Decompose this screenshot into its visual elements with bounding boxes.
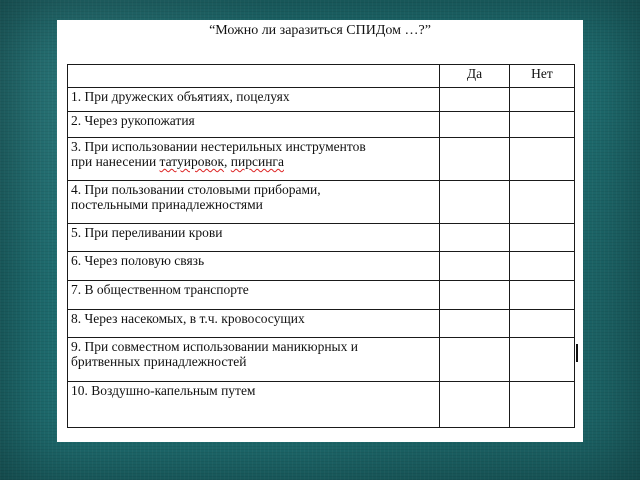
answer-no-cell[interactable] [510, 112, 575, 138]
table-row [68, 224, 575, 252]
question-line: 7. В общественном транспорте [71, 282, 249, 297]
table-header-row [68, 65, 575, 88]
answer-yes-cell[interactable] [440, 88, 510, 112]
answer-yes-cell[interactable] [440, 310, 510, 338]
question-cell [68, 138, 440, 181]
answer-no-cell[interactable] [510, 382, 575, 428]
table-row [68, 281, 575, 310]
question-line: 8. Через насекомых, в т.ч. кровососущих [71, 311, 305, 326]
table-row [68, 338, 575, 382]
question-cell [68, 224, 440, 252]
table-row [68, 252, 575, 281]
answer-yes-cell[interactable] [440, 338, 510, 382]
question-line: 2. Через рукопожатия [71, 113, 195, 128]
answer-yes-cell[interactable] [440, 138, 510, 181]
question-cell [68, 252, 440, 281]
question-line: 1. При дружеских объятиях, поцелуях [71, 89, 290, 104]
answer-no-cell[interactable] [510, 281, 575, 310]
question-cell [68, 88, 440, 112]
answer-no-cell[interactable] [510, 338, 575, 382]
answer-yes-cell[interactable] [440, 224, 510, 252]
page-title: “Можно ли заразиться СПИДом …?” [209, 23, 431, 38]
question-line: 5. При переливании крови [71, 225, 223, 240]
answer-no-cell[interactable] [510, 310, 575, 338]
answer-yes-cell[interactable] [440, 112, 510, 138]
question-cell [68, 382, 440, 428]
answer-yes-cell[interactable] [440, 382, 510, 428]
spell-marked-word: пирсинга [230, 154, 284, 169]
question-cell [68, 181, 440, 224]
question-line: 4. При пользовании столовыми приборами, [71, 182, 321, 197]
question-line: 3. При использовании нестерильных инструментов [71, 139, 366, 154]
answer-no-cell[interactable] [510, 224, 575, 252]
question-line-2: бритвенных принадлежностей [71, 354, 247, 369]
table-row [68, 181, 575, 224]
spell-marked-word: татуировок [159, 154, 225, 169]
table-row [68, 310, 575, 338]
question-line-2: при нанесении татуировок, пирсинга [71, 154, 284, 169]
answer-yes-cell[interactable] [440, 252, 510, 281]
table-row [68, 112, 575, 138]
text-cursor-mark [576, 344, 578, 362]
document-page [57, 20, 583, 442]
header-yes: Да [440, 65, 510, 88]
answer-yes-cell[interactable] [440, 181, 510, 224]
question-line: 6. Через половую связь [71, 253, 205, 268]
question-line: 9. При совместном использовании маникюрных и [71, 339, 358, 354]
answer-yes-cell[interactable] [440, 281, 510, 310]
answer-no-cell[interactable] [510, 252, 575, 281]
answer-no-cell[interactable] [510, 181, 575, 224]
question-line-2: постельными принадлежностями [71, 197, 263, 212]
question-cell [68, 281, 440, 310]
header-no: Нет [510, 65, 575, 88]
answer-no-cell[interactable] [510, 138, 575, 181]
question-cell [68, 338, 440, 382]
table-row [68, 138, 575, 181]
question-cell [68, 112, 440, 138]
table-row [68, 382, 575, 428]
table-row [68, 88, 575, 112]
survey-table [67, 64, 575, 428]
question-cell [68, 310, 440, 338]
header-question [68, 65, 440, 88]
question-line: 10. Воздушно-капельным путем [71, 383, 256, 398]
answer-no-cell[interactable] [510, 88, 575, 112]
